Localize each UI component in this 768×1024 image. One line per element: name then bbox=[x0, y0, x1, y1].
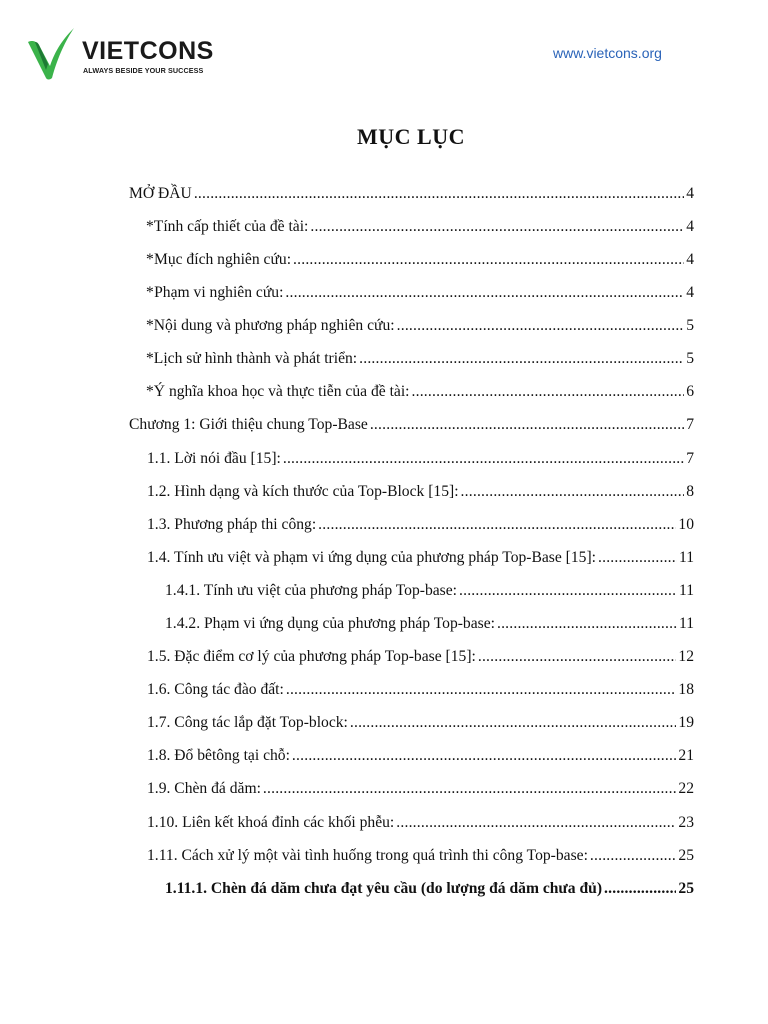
toc-page-number: 8 bbox=[686, 483, 694, 500]
toc-entry[interactable] bbox=[146, 315, 694, 337]
toc-title: MỤC LỤC bbox=[357, 124, 465, 149]
toc-entry-label: 1.7. Công tác lắp đặt Top-block: bbox=[147, 714, 348, 731]
toc-entry[interactable] bbox=[165, 613, 694, 635]
toc-entry-label: 1.10. Liên kết khoá đỉnh các khối phễu: bbox=[147, 814, 395, 831]
bullet-mark: * bbox=[146, 251, 154, 268]
toc-entry-label: Nội dung và phương pháp nghiên cứu: bbox=[153, 317, 395, 334]
toc-entry-label: 1.6. Công tác đào đất: bbox=[147, 681, 284, 698]
toc-entry-label: Phạm vi nghiên cứu: bbox=[154, 284, 284, 301]
toc-page-number: 4 bbox=[686, 218, 694, 235]
toc-entry-label: 1.4. Tính ưu việt và phạm vi ứng dụng của phương pháp Top-Base [15]: bbox=[147, 549, 596, 566]
bullet-mark: * bbox=[146, 284, 154, 301]
toc-page-number: 21 bbox=[678, 747, 694, 764]
toc-page-number: 6 bbox=[686, 383, 694, 400]
toc-entry[interactable] bbox=[146, 282, 694, 304]
toc-page-number: 7 bbox=[686, 450, 694, 467]
toc-entry-label: 1.11.1. Chèn đá dăm chưa đạt yêu cầu (do lượng đá dăm chưa đủ) bbox=[165, 880, 603, 897]
toc-entry-label: 1.4.2. Phạm vi ứng dụng của phương pháp Top-base: bbox=[165, 615, 495, 632]
toc-entry-label: 1.3. Phương pháp thi công: bbox=[147, 516, 317, 533]
toc-page-number: 22 bbox=[678, 780, 694, 797]
toc-dot-leader bbox=[461, 481, 685, 503]
toc-page-number: 11 bbox=[678, 549, 694, 566]
toc-dot-leader bbox=[396, 812, 676, 834]
toc-page-number: 25 bbox=[678, 847, 694, 864]
toc-dot-leader bbox=[194, 183, 684, 205]
toc-dot-leader bbox=[604, 878, 676, 900]
toc-dot-leader bbox=[370, 414, 684, 436]
toc-dot-leader bbox=[598, 547, 677, 569]
toc-page-number: 11 bbox=[678, 582, 694, 599]
toc-page-number: 25 bbox=[678, 880, 694, 897]
bullet-mark: * bbox=[146, 350, 154, 367]
toc-entry[interactable] bbox=[147, 448, 694, 470]
toc-entry[interactable] bbox=[165, 580, 694, 602]
toc-page-number: 18 bbox=[678, 681, 694, 698]
toc-page-number: 12 bbox=[678, 648, 694, 665]
website-link[interactable]: www.vietcons.org bbox=[553, 45, 662, 61]
toc-entry-label: Ý nghĩa khoa học và thực tiễn của đề tài: bbox=[153, 383, 410, 400]
toc-entry-label: Mục đích nghiên cứu: bbox=[153, 251, 292, 268]
toc-dot-leader bbox=[263, 778, 677, 800]
toc-dot-leader bbox=[310, 216, 684, 238]
page-header bbox=[0, 0, 768, 100]
brand-tagline: ALWAYS BESIDE YOUR SUCCESS bbox=[83, 66, 204, 75]
brand-name: VIETCONS bbox=[82, 37, 214, 65]
toc-entry[interactable] bbox=[146, 249, 694, 271]
toc-entry[interactable] bbox=[147, 646, 694, 668]
checkmark-v-logo-icon bbox=[26, 26, 78, 82]
toc-dot-leader bbox=[412, 381, 685, 403]
toc-entry[interactable] bbox=[147, 547, 694, 569]
toc-entry-label: 1.8. Đổ bêtông tại chỗ: bbox=[147, 747, 290, 764]
toc-entry[interactable] bbox=[147, 778, 694, 800]
toc-entry[interactable] bbox=[147, 481, 694, 503]
toc-page-number: 19 bbox=[678, 714, 694, 731]
toc-page-number: 7 bbox=[686, 416, 694, 433]
toc-dot-leader bbox=[397, 315, 685, 337]
toc-dot-leader bbox=[590, 845, 677, 867]
toc-entry[interactable] bbox=[147, 745, 694, 767]
toc-dot-leader bbox=[459, 580, 677, 602]
toc-dot-leader bbox=[497, 613, 677, 635]
toc-entry[interactable] bbox=[147, 812, 694, 834]
toc-dot-leader bbox=[318, 514, 676, 536]
toc-entry-label: 1.4.1. Tính ưu việt của phương pháp Top-base: bbox=[165, 582, 457, 599]
toc-page-number: 4 bbox=[686, 185, 694, 202]
toc-page-number: 5 bbox=[686, 350, 694, 367]
bullet-mark: * bbox=[146, 317, 154, 334]
bullet-mark: * bbox=[146, 218, 154, 235]
toc-entry-label: MỞ ĐẦU bbox=[129, 185, 192, 202]
toc-dot-leader bbox=[478, 646, 677, 668]
toc-dot-leader bbox=[292, 745, 676, 767]
toc-entry-label: Lịch sử hình thành và phát triển: bbox=[153, 350, 358, 367]
toc-dot-leader bbox=[283, 448, 684, 470]
toc-page-number: 11 bbox=[678, 615, 694, 632]
toc-dot-leader bbox=[359, 348, 684, 370]
toc-entry-label: 1.2. Hình dạng và kích thước của Top-Block [15]: bbox=[147, 483, 459, 500]
toc-page-number: 4 bbox=[686, 284, 694, 301]
toc-entry[interactable] bbox=[165, 878, 694, 900]
toc-dot-leader bbox=[350, 712, 677, 734]
vietcons-logo[interactable] bbox=[26, 26, 214, 82]
toc-page-number: 4 bbox=[686, 251, 694, 268]
toc-entry-label: 1.11. Cách xử lý một vài tình huống trong quá trình thi công Top-base: bbox=[147, 847, 588, 864]
toc-page-number: 5 bbox=[686, 317, 694, 334]
toc-entry-label: Chương 1: Giới thiệu chung Top-Base bbox=[129, 416, 368, 433]
toc-dot-leader bbox=[286, 679, 677, 701]
toc-entry[interactable] bbox=[147, 712, 694, 734]
toc-entry[interactable] bbox=[146, 216, 694, 238]
bullet-mark: * bbox=[146, 383, 154, 400]
toc-entry-label: 1.1. Lời nói đầu [15]: bbox=[147, 450, 281, 467]
toc-entry-label: 1.5. Đặc điểm cơ lý của phương pháp Top-base [15]: bbox=[147, 648, 476, 665]
toc-entry[interactable] bbox=[146, 381, 694, 403]
toc-entry-label: 1.9. Chèn đá dăm: bbox=[147, 780, 261, 797]
toc-entry[interactable] bbox=[129, 414, 694, 436]
toc-entry[interactable] bbox=[147, 845, 694, 867]
toc-page-number: 23 bbox=[678, 814, 694, 831]
toc-entry-label: Tính cấp thiết của đề tài: bbox=[153, 218, 309, 235]
toc-entry[interactable] bbox=[147, 679, 694, 701]
toc-entry[interactable] bbox=[129, 183, 694, 205]
toc-entry[interactable] bbox=[146, 348, 694, 370]
toc-entry[interactable] bbox=[147, 514, 694, 536]
toc-dot-leader bbox=[285, 282, 684, 304]
toc-page-number: 10 bbox=[678, 516, 694, 533]
toc-dot-leader bbox=[293, 249, 684, 271]
